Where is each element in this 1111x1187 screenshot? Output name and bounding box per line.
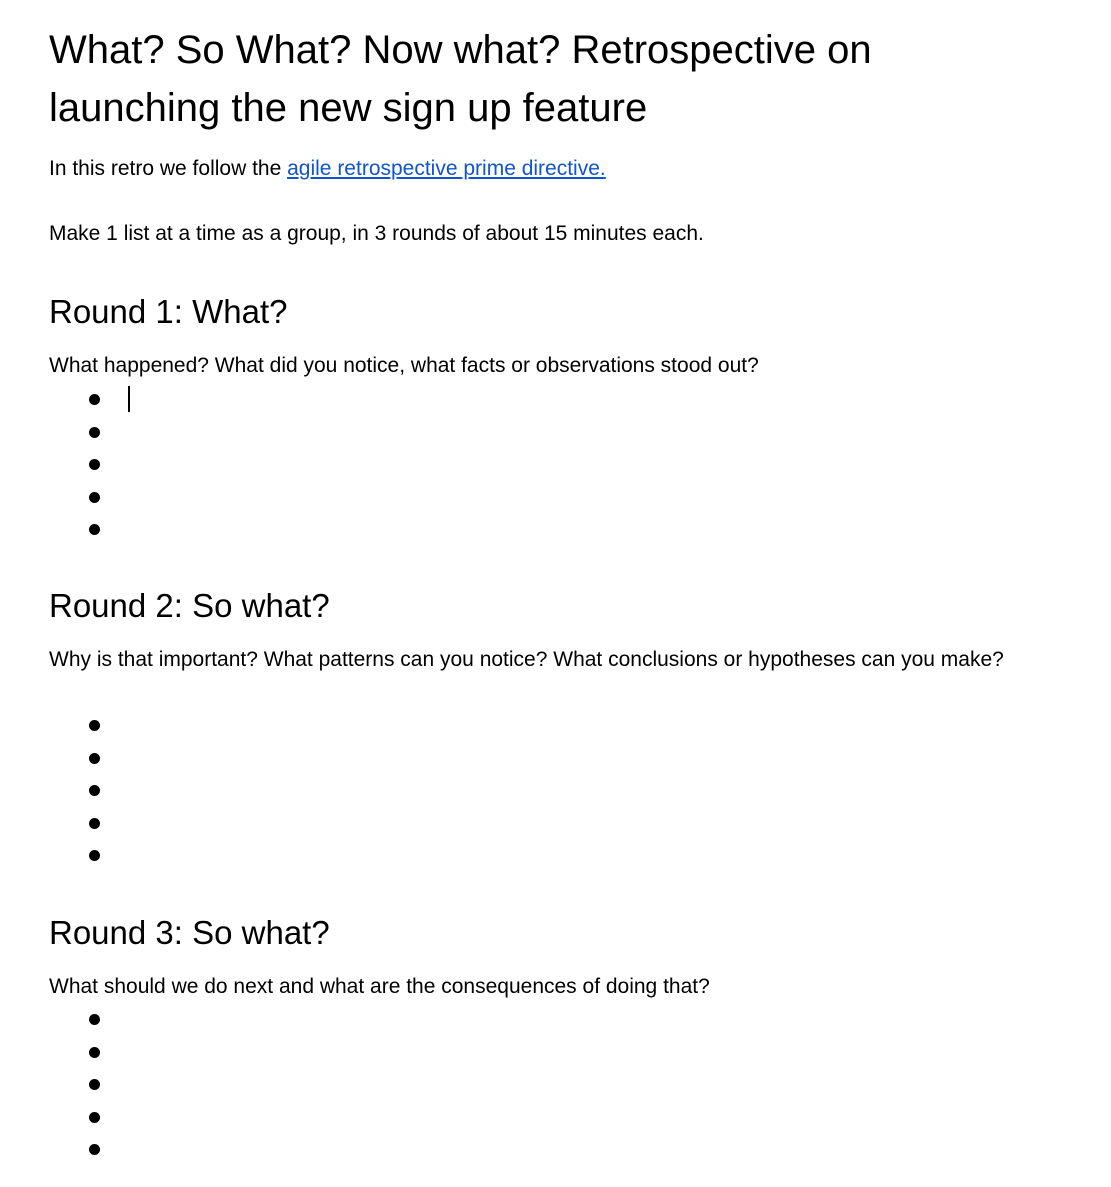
list-item[interactable] <box>49 481 749 514</box>
list-item[interactable] <box>49 383 749 416</box>
intro-paragraph[interactable] <box>49 153 606 185</box>
round-1-question[interactable]: What happened? What did you notice, what facts or observations stood out? <box>49 354 759 377</box>
instructions-paragraph[interactable]: Make 1 list at a time as a group, in 3 rounds of about 15 minutes each. <box>49 222 704 245</box>
prime-directive-link[interactable]: agile retrospective prime directive. <box>287 157 606 180</box>
bullet-icon <box>89 850 100 861</box>
round-2-bullet-list[interactable] <box>49 709 749 872</box>
bullet-icon <box>89 1014 100 1025</box>
list-item[interactable] <box>49 1133 749 1166</box>
document-title[interactable]: What? So What? Now what? Retrospective on launching the new sign up feature <box>49 28 872 130</box>
list-item[interactable] <box>49 448 749 481</box>
bullet-icon <box>89 1079 100 1090</box>
list-item[interactable] <box>49 416 749 449</box>
list-item[interactable] <box>49 1101 749 1134</box>
text-cursor <box>128 386 130 412</box>
list-item[interactable] <box>49 807 749 840</box>
bullet-icon <box>89 1144 100 1155</box>
bullet-icon <box>89 753 100 764</box>
round-2-heading[interactable]: Round 2: So what? <box>49 587 330 624</box>
intro-text: In this retro we follow the <box>49 157 288 180</box>
list-item[interactable] <box>49 513 749 546</box>
list-item[interactable] <box>49 774 749 807</box>
bullet-icon <box>89 427 100 438</box>
round-3-bullet-list[interactable] <box>49 1003 749 1166</box>
bullet-icon <box>89 459 100 470</box>
round-3-heading[interactable]: Round 3: So what? <box>49 914 330 951</box>
list-item[interactable] <box>49 709 749 742</box>
bullet-icon <box>89 524 100 535</box>
bullet-icon <box>89 1047 100 1058</box>
bullet-icon <box>89 1112 100 1123</box>
list-item[interactable] <box>49 1068 749 1101</box>
round-3-question[interactable]: What should we do next and what are the consequences of doing that? <box>49 975 710 998</box>
bullet-icon <box>89 720 100 731</box>
bullet-icon <box>89 394 100 405</box>
list-item[interactable] <box>49 742 749 775</box>
round-2-question[interactable]: Why is that important? What patterns can you notice? What conclusions or hypotheses can you make? <box>49 648 1004 671</box>
list-item[interactable] <box>49 1036 749 1069</box>
list-item[interactable] <box>49 839 749 872</box>
bullet-icon <box>89 492 100 503</box>
bullet-icon <box>89 818 100 829</box>
round-1-bullet-list[interactable] <box>49 383 749 546</box>
round-1-heading[interactable]: Round 1: What? <box>49 293 288 330</box>
list-item[interactable] <box>49 1003 749 1036</box>
bullet-icon <box>89 785 100 796</box>
